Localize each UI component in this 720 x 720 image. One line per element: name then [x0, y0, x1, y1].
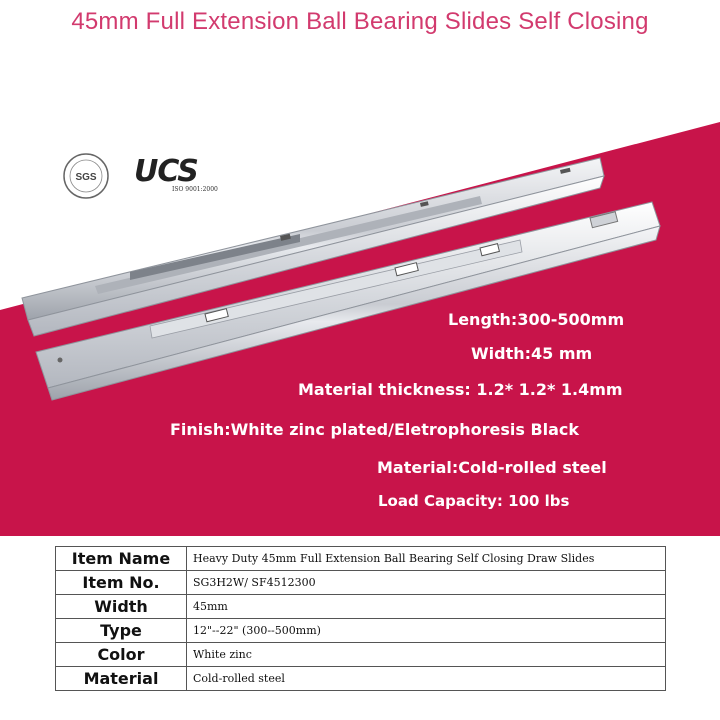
row-label-material: Material	[56, 667, 187, 691]
row-label-color: Color	[56, 643, 187, 667]
spec-finish: Finish:White zinc plated/Eletrophoresis Black	[170, 420, 580, 439]
spec-material: Material:Cold-rolled steel	[377, 458, 607, 477]
table-row	[56, 547, 666, 571]
row-label-width: Width	[56, 595, 187, 619]
table-row	[56, 595, 666, 619]
sgs-logo	[62, 152, 110, 200]
spec-load-capacity: Load Capacity: 100 lbs	[378, 492, 570, 510]
table-row	[56, 643, 666, 667]
table-row	[56, 619, 666, 643]
spec-length: Length:300-500mm	[448, 310, 625, 329]
row-label-type: Type	[56, 619, 187, 643]
ucs-iso-text: ISO 9001:2000	[172, 186, 218, 193]
hero-background	[0, 58, 720, 536]
spec-width: Width:45 mm	[471, 344, 593, 363]
ucs-logo-text: UCS	[134, 154, 198, 189]
row-value-item-name: Heavy Duty 45mm Full Extension Ball Bearing Self Closing Draw Slides	[187, 547, 666, 571]
ucs-logo	[134, 154, 218, 193]
row-value-color: White zinc	[187, 643, 666, 667]
page-title: 45mm Full Extension Ball Bearing Slides Self Closing	[71, 8, 649, 35]
spec-table	[55, 546, 666, 691]
row-value-material: Cold-rolled steel	[187, 667, 666, 691]
row-label-item-no: Item No.	[56, 571, 187, 595]
row-value-item-no: SG3H2W/ SF4512300	[187, 571, 666, 595]
spec-thickness: Material thickness: 1.2* 1.2* 1.4mm	[298, 380, 623, 399]
table-row	[56, 571, 666, 595]
row-value-type: 12"--22" (300--500mm)	[187, 619, 666, 643]
product-hero	[0, 58, 720, 536]
sgs-logo-text: SGS	[75, 172, 97, 183]
row-value-width: 45mm	[187, 595, 666, 619]
table-row	[56, 667, 666, 691]
row-label-item-name: Item Name	[56, 547, 187, 571]
